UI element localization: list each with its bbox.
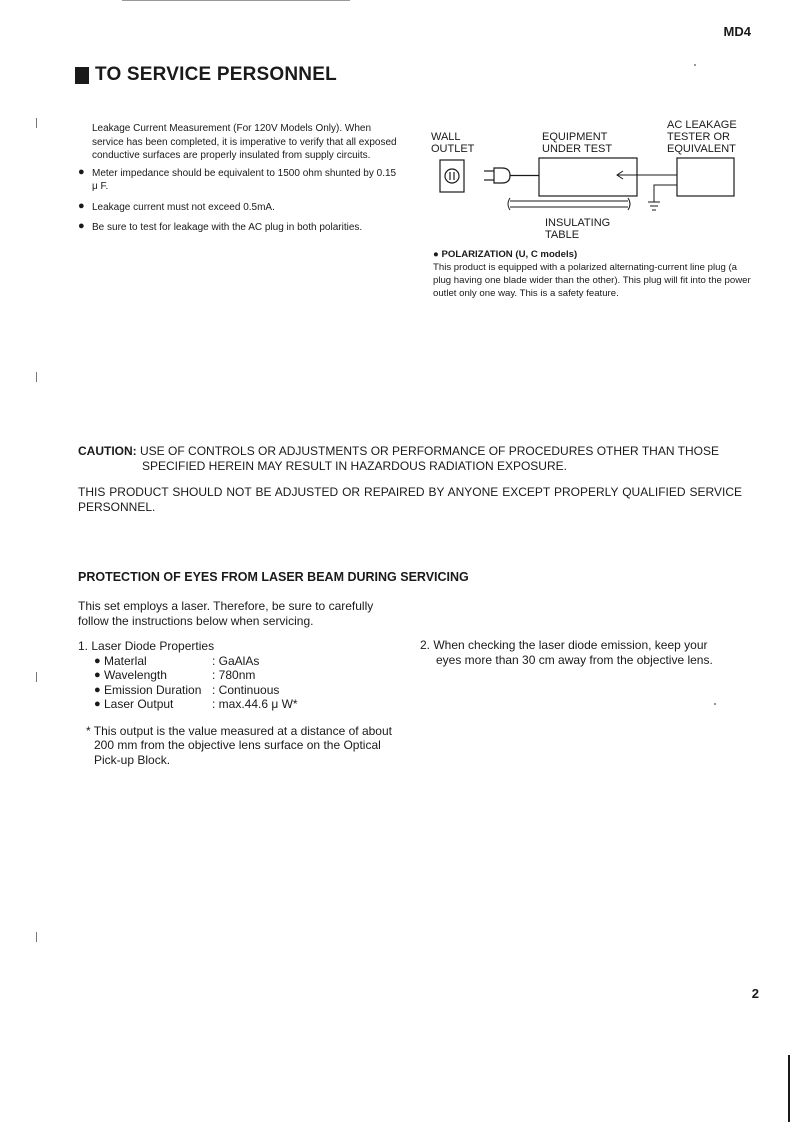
list-item: ● Laser Output : max.44.6 μ W* [94,697,298,711]
list-item: ● Wavelength : 780nm [94,668,256,682]
tester-label-3: EQUIVALENT [667,143,736,155]
output-footnote: * This output is the value measured at a distance of about 200 mm from the objective lens surface on the Optical Pick-up Block. [86,723,392,767]
table-label-1: INSULATING [545,217,611,229]
item-1-title: 1. Laser Diode Properties [78,639,215,653]
caution-block [78,444,742,474]
caution-line-2: SPECIFIED HEREIN MAY RESULT IN HAZARDOUS RADIATION EXPOSURE. [142,459,567,473]
top-rule [122,0,350,1]
caution-line-1: USE OF CONTROLS OR ADJUSTMENTS OR PERFORMANCE OF PROCEDURES OTHER THAN THOSE [140,444,719,458]
polarization-title: ● POLARIZATION (U, C models) [433,249,578,260]
item-2-line-1: 2. When checking the laser diode emission, keep your [420,638,708,652]
laser-protection-heading: PROTECTION OF EYES FROM LASER BEAM DURING SERVICING [78,570,469,584]
model-label: MD4 [723,24,751,39]
laser-protection-intro: This set employs a laser. Therefore, be sure to carefully follow the instructions below when servicing. [78,599,374,628]
leakage-instructions [78,122,398,242]
scan-speck [36,672,37,682]
leakage-test-diagram [418,112,758,247]
polarization-note [433,248,751,300]
equipment-label-1: EQUIPMENT [542,131,608,143]
scan-speck [714,703,716,705]
leakage-list [78,167,398,235]
wall-outlet-icon [440,160,464,192]
bullet-icon: ● [78,199,85,212]
list-item: ● Be sure to test for leakage with the AC plug in both polarities. [78,220,363,233]
wall-label-2: OUTLET [431,143,475,155]
list-item: ● Materlal : GaAlAs [94,653,260,668]
bullet-icon: ● [78,165,85,178]
bullet-icon: ● [94,683,101,696]
plug-icon [484,168,539,183]
bullet-icon: ● [94,698,101,710]
leakage-intro: Leakage Current Measurement (For 120V Models Only). When service has been completed, it is imperative to verify that all exposed conductive surfaces are properly insulated from supply circuits. [92,123,397,161]
table-label-2: TABLE [545,229,580,241]
page-edge-mark [788,1055,790,1122]
section-title: TO SERVICE PERSONNEL [95,64,337,85]
property-list [94,654,408,712]
list-item: ● Emission Duration : Continuous [94,682,280,697]
equipment-label-2: UNDER TEST [542,143,613,155]
wall-label-1: WALL [431,131,461,143]
insulating-table-icon [508,198,630,210]
bullet-icon: ● [94,654,101,667]
laser-emission-check [420,638,742,667]
scan-speck [36,118,37,128]
bullet-icon: ● [433,249,442,260]
section-heading [75,64,337,86]
caution-label: CAUTION: [78,444,137,458]
scan-speck [694,64,696,66]
ground-icon [648,185,677,210]
tester-box [677,158,734,196]
laser-diode-properties [78,639,408,767]
tester-label-1: AC LEAKAGE [667,119,737,131]
page-number: 2 [751,986,759,1001]
equipment-box [539,158,637,196]
tester-label-2: TESTER OR [667,131,730,143]
polarization-text: This product is equipped with a polarized alternating-current line plug (a plug having one blade wider than the other). This plug will fit into the power outlet only one way. This is a safety feature. [433,262,751,299]
scan-speck [36,372,37,382]
list-item: ● Leakage current must not exceed 0.5mA. [78,199,275,213]
bullet-icon: ● [78,220,85,232]
qualified-personnel-notice: THIS PRODUCT SHOULD NOT BE ADJUSTED OR REPAIRED BY ANYONE EXCEPT PROPERLY QUALIFIED SERVICE PERSONNEL. [78,485,742,514]
square-bullet-icon [75,67,89,84]
scan-speck [36,932,37,942]
item-2-line-2: eyes more than 30 cm away from the objective lens. [436,652,713,667]
probe-line [617,171,677,179]
bullet-icon: ● [94,669,101,681]
list-item: ● Meter impedance should be equivalent to 1500 ohm shunted by 0.15 μ F. [78,165,397,192]
